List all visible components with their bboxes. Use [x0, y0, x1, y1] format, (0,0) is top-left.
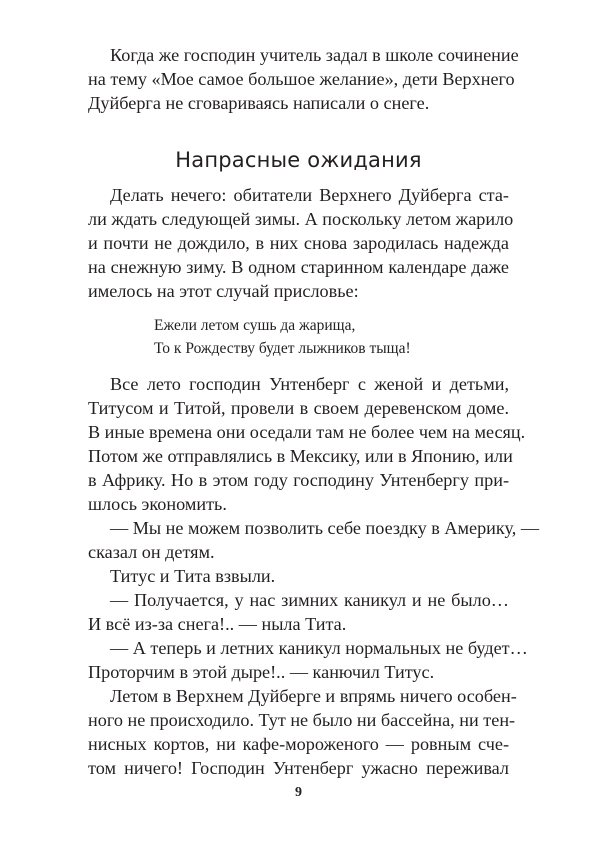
text-line: ного не происходило. Тут не было ни бассейна, ни тен- [88, 710, 516, 730]
book-page [88, 0, 540, 848]
page-number: 9 [295, 785, 302, 800]
text-line: нисных кортов, ни кафе-мороженого — ровным сче- [88, 734, 509, 754]
text-line: в Африку. Но в этом году господину Унтенбергу при- [88, 470, 509, 490]
text-line: Титус и Тита взвыли. [110, 566, 276, 586]
text-line: имелось на этот случай присловье: [88, 281, 359, 301]
text-line: — Получается, у нас зимних каникул и не было… [110, 590, 509, 610]
text-line: на тему «Мое самое большое желание», дети Верхнего [88, 69, 515, 89]
text-line: И всё из-за снега!.. — ныла Тита. [88, 614, 347, 634]
text-line: Летом в Верхнем Дуйберге и впрямь ничего особен- [110, 686, 517, 706]
text-line: и почти не дождило, в них снова зародилась надежда [88, 233, 509, 253]
text-line: Титусом и Титой, провели в своем деревенском доме. [88, 398, 509, 418]
text-line: Проторчим в этой дыре!.. — канючил Титус. [88, 662, 435, 682]
text-line: Делать нечего: обитатели Верхнего Дуйберга ста- [110, 185, 509, 205]
text-line: — Мы не можем позволить себе поездку в Америку, — [110, 518, 540, 538]
text-line: Когда же господин учитель задал в школе сочинение [110, 45, 519, 65]
verse-line: То к Рождеству будет лыжников тыща! [154, 340, 411, 357]
chapter-heading: Напрасные ожидания [175, 148, 422, 172]
text-line: ли ждать следующей зимы. А поскольку летом жарило [88, 209, 514, 229]
text-line: том ничего! Господин Унтенберг ужасно переживал [88, 758, 509, 778]
text-line: Дуйберга не сговариваясь написали о снеге. [88, 93, 430, 113]
text-line: Все лето господин Унтенберг с женой и детьми, [110, 374, 509, 394]
text-line: на снежную зиму. В одном старинном календаре даже [88, 257, 509, 277]
text-line: В иные времена они оседали там не более чем на месяц. [88, 422, 526, 442]
text-line: — А теперь и летних каникул нормальных не будет… [110, 638, 528, 658]
text-line: сказал он детям. [88, 542, 215, 562]
verse-line: Ежели летом сушь да жарища, [154, 317, 356, 334]
text-line: Потом же отправлялись в Мексику, или в Японию, или [88, 446, 513, 466]
text-line: шлось экономить. [88, 494, 227, 514]
